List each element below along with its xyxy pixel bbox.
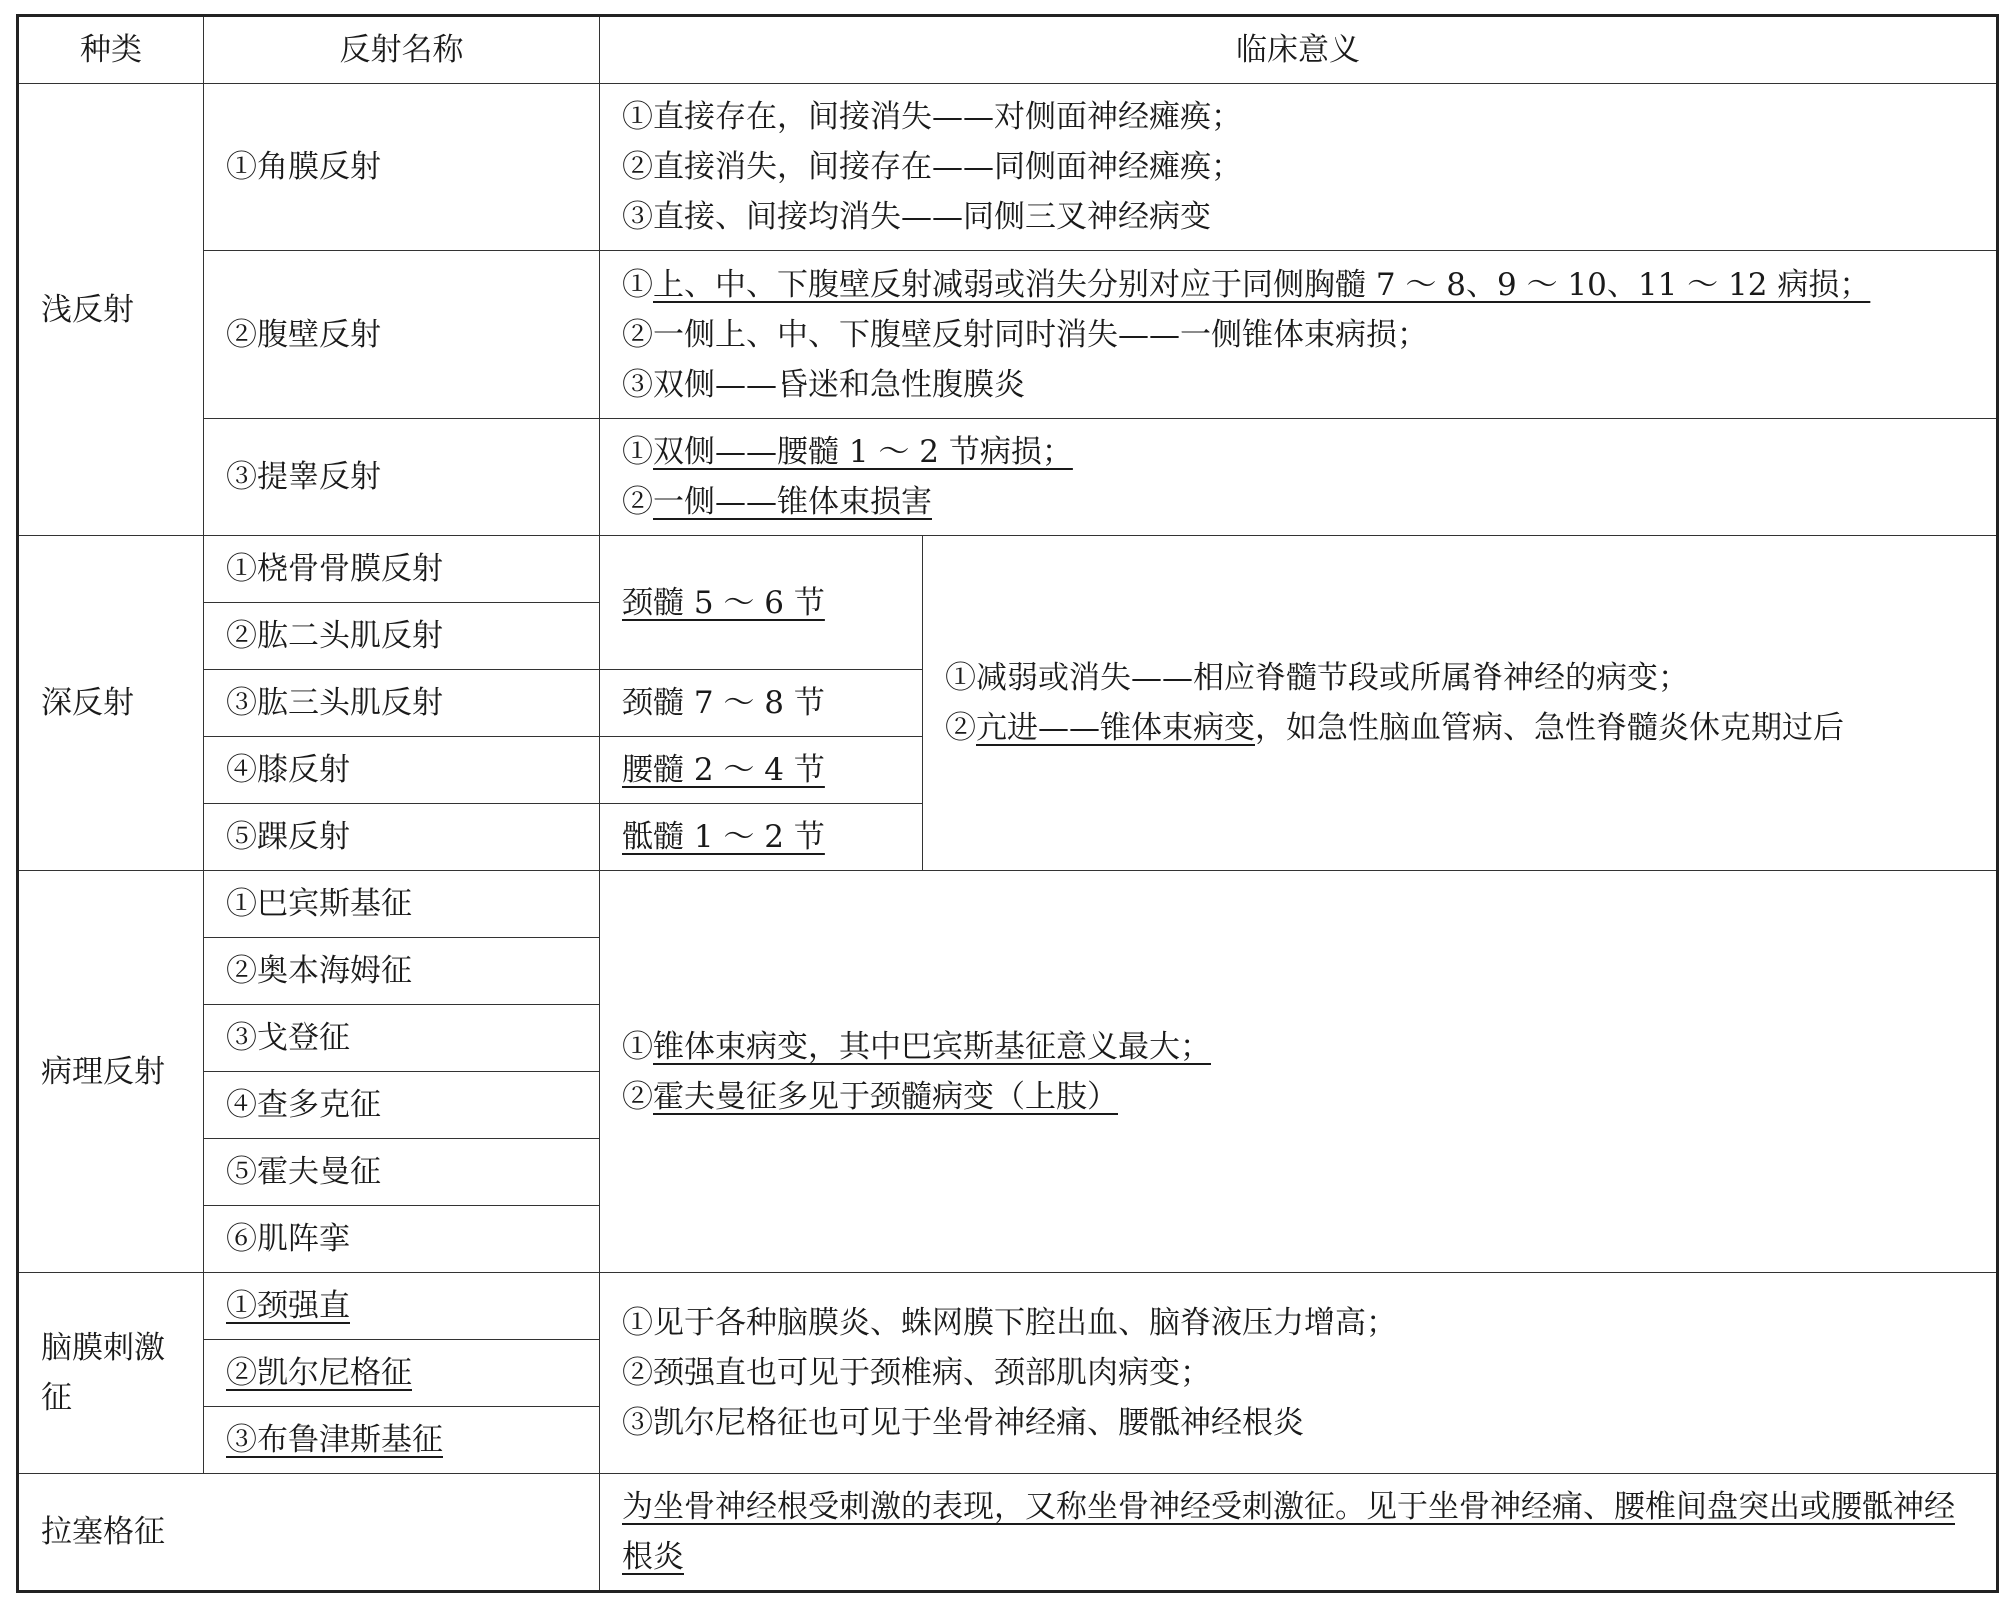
clinical-line xyxy=(622,1072,1974,1122)
table-row xyxy=(18,1474,1998,1592)
table-row xyxy=(18,84,1998,251)
sign-brudzinski xyxy=(204,1407,600,1474)
clinical-line: ③凯尔尼格征也可见于坐骨神经痛、腰骶神经根炎 xyxy=(622,1405,1304,1441)
clinical-line: ①减弱或消失——相应脊髓节段或所属脊神经的病变； xyxy=(945,660,1689,696)
sign-neck-stiffness xyxy=(204,1273,600,1340)
underlined-text: 亢进——锥体束病变 xyxy=(976,710,1255,746)
underlined-text: 一侧——锥体束损害 xyxy=(653,484,932,520)
line-prefix: ② xyxy=(622,484,653,520)
header-clinical-significance: 临床意义 xyxy=(600,16,1998,84)
sign-lasegue: 拉塞格征 xyxy=(18,1474,600,1592)
reflex-gordon: ③戈登征 xyxy=(204,1005,600,1072)
clinical-line xyxy=(622,427,1974,477)
reflex-hoffmann: ⑤霍夫曼征 xyxy=(204,1139,600,1206)
level-knee xyxy=(600,737,923,804)
line-prefix: ① xyxy=(622,266,653,303)
reflex-radial: ①桡骨骨膜反射 xyxy=(204,536,600,603)
reflex-babinski: ①巴宾斯基征 xyxy=(204,871,600,938)
table-row xyxy=(18,536,1998,603)
underlined-text: 为坐骨神经根受刺激的表现，又称坐骨神经受刺激征。见于坐骨神经痛、腰椎间盘突出或腰骶神经根炎 xyxy=(622,1489,1955,1575)
underlined-text: 上、中、下腹壁反射减弱或消失分别对应于同侧胸髓 7 ～ 8、9 ～ 10、11 ～ 12 病损； xyxy=(653,266,1871,303)
clinical-line: ①直接存在，间接消失——对侧面神经瘫痪； xyxy=(622,99,1242,135)
clinical-abdominal xyxy=(600,251,1998,419)
table-header-row xyxy=(18,16,1998,84)
clinical-meningeal xyxy=(600,1273,1998,1474)
category-pathological: 病理反射 xyxy=(18,871,204,1273)
sign-kernig xyxy=(204,1340,600,1407)
clinical-line: ③双侧——昏迷和急性腹膜炎 xyxy=(622,366,1025,403)
level-cervical-5-6 xyxy=(600,536,923,670)
header-reflex-name: 反射名称 xyxy=(204,16,600,84)
underlined-text: 颈髓 5 ～ 6 节 xyxy=(622,584,825,621)
category-deep: 深反射 xyxy=(18,536,204,871)
underlined-text: 锥体束病变，其中巴宾斯基征意义最大； xyxy=(653,1028,1211,1065)
clinical-line xyxy=(622,477,1974,527)
underlined-text: 霍夫曼征多见于颈髓病变（上肢） xyxy=(653,1078,1118,1115)
underlined-text: ②凯尔尼格征 xyxy=(226,1355,412,1391)
reflex-chaddock: ④查多克征 xyxy=(204,1072,600,1139)
table-row xyxy=(18,419,1998,536)
reflex-oppenheim: ②奥本海姆征 xyxy=(204,938,600,1005)
underlined-text: 腰髓 2 ～ 4 节 xyxy=(622,752,825,788)
plain-text: ，如急性脑血管病、急性脊髓炎休克期过后 xyxy=(1255,710,1844,746)
reflex-cremasteric: ③提睾反射 xyxy=(204,419,600,536)
reflex-ankle: ⑤踝反射 xyxy=(204,804,600,871)
reflex-abdominal: ②腹壁反射 xyxy=(204,251,600,419)
clinical-line: ②直接消失，间接存在——同侧面神经瘫痪； xyxy=(622,149,1242,185)
clinical-line xyxy=(945,703,1974,753)
reflex-table-page xyxy=(16,14,1999,1593)
header-category: 种类 xyxy=(18,16,204,84)
reflex-myoclonus: ⑥肌阵挛 xyxy=(204,1206,600,1273)
table-row xyxy=(18,1273,1998,1340)
category-superficial: 浅反射 xyxy=(18,84,204,536)
clinical-corneal xyxy=(600,84,1998,251)
clinical-pathological xyxy=(600,871,1998,1273)
clinical-line: ③直接、间接均消失——同侧三叉神经病变 xyxy=(622,199,1211,235)
line-prefix: ② xyxy=(945,710,976,746)
clinical-deep xyxy=(923,536,1998,871)
clinical-line: ②颈强直也可见于颈椎病、颈部肌肉病变； xyxy=(622,1355,1211,1391)
line-prefix: ① xyxy=(622,1028,653,1065)
reflex-triceps: ③肱三头肌反射 xyxy=(204,670,600,737)
underlined-text: 骶髓 1 ～ 2 节 xyxy=(622,819,825,855)
clinical-line xyxy=(622,1022,1974,1072)
category-meningeal: 脑膜刺激征 xyxy=(18,1273,204,1474)
underlined-text: 双侧——腰髓 1 ～ 2 节病损； xyxy=(653,434,1073,470)
reflex-biceps: ②肱二头肌反射 xyxy=(204,603,600,670)
clinical-line xyxy=(622,260,1974,310)
underlined-text: ①颈强直 xyxy=(226,1288,350,1324)
line-prefix: ② xyxy=(622,1078,653,1115)
table-row xyxy=(18,251,1998,419)
line-prefix: ① xyxy=(622,434,653,470)
clinical-cremasteric xyxy=(600,419,1998,536)
level-triceps: 颈髓 7 ～ 8 节 xyxy=(600,670,923,737)
reflex-corneal: ①角膜反射 xyxy=(204,84,600,251)
table-row xyxy=(18,871,1998,938)
clinical-line: ①见于各种脑膜炎、蛛网膜下腔出血、脑脊液压力增高； xyxy=(622,1305,1397,1341)
reflex-table xyxy=(16,14,1999,1593)
level-ankle xyxy=(600,804,923,871)
underlined-text: ③布鲁津斯基征 xyxy=(226,1422,443,1458)
clinical-lasegue xyxy=(600,1474,1998,1592)
reflex-knee: ④膝反射 xyxy=(204,737,600,804)
clinical-line: ②一侧上、中、下腹壁反射同时消失——一侧锥体束病损； xyxy=(622,316,1428,353)
